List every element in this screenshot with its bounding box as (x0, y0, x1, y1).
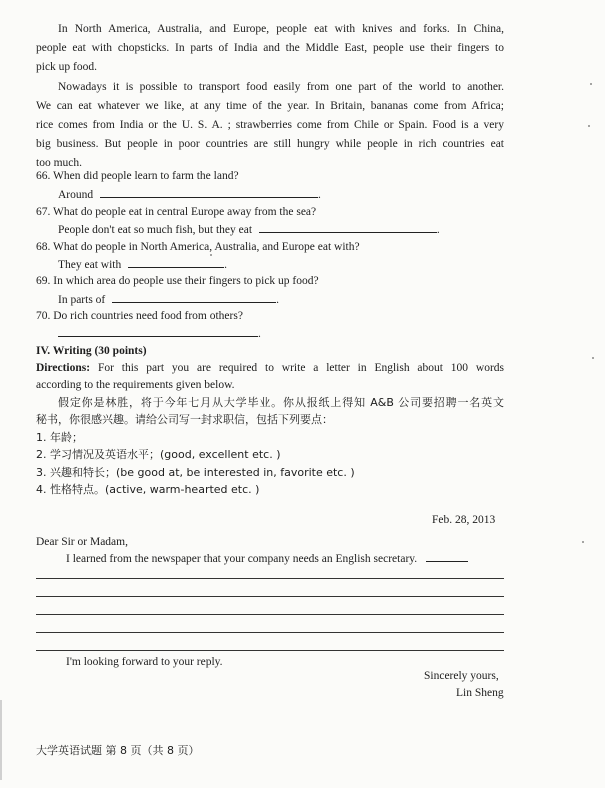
scan-speck (582, 541, 584, 543)
directions-label: Directions: (36, 362, 91, 374)
answer-line-70 (58, 326, 261, 341)
question-67: 67. What do people eat in central Europe away from the sea? (36, 206, 317, 218)
letter-signature-name: Lin Sheng (456, 687, 504, 699)
scan-speck (590, 83, 592, 85)
letter-signoff: Sincerely yours, (424, 670, 499, 682)
passage-line: pick up food. (36, 61, 98, 73)
answer-suffix: . (258, 328, 261, 340)
answer-suffix: . (224, 259, 227, 271)
scan-edge-shadow (0, 700, 2, 780)
answer-line-68 (58, 257, 227, 272)
scan-speck (592, 357, 594, 359)
passage-line: We can eat whatever we like, at any time of the year. In Britain, bananas come from Africa; (36, 100, 504, 112)
answer-prefix: They eat with (58, 259, 122, 271)
answer-blank-66[interactable] (100, 187, 318, 198)
passage-line: rice comes from India or the U. S. A. ; strawberries come from Chile or Spain. Food is a very (36, 119, 504, 131)
answer-line-66 (58, 187, 321, 202)
letter-writing-blank[interactable] (426, 551, 468, 562)
question-68: 68. What do people in North America, Australia, and Europe eat with? (36, 241, 360, 253)
answer-blank-67[interactable] (259, 222, 437, 233)
answer-suffix: . (276, 294, 280, 306)
directions-text: For this part you are required to write a letter in English about 100 words (97, 362, 504, 374)
passage-line: In North America, Australia, and Europe, people eat with knives and forks. In China, (58, 23, 504, 35)
question-69: 69. In which area do people use their fingers to pick up food? (36, 275, 319, 287)
letter-closing-line: I'm looking forward to your reply. (66, 656, 223, 668)
question-66: 66. When did people learn to farm the land? (36, 170, 239, 182)
passage-line: too much. (36, 157, 82, 169)
letter-date: Feb. 28, 2013 (432, 514, 496, 526)
letter-opening (66, 551, 468, 566)
answer-line-67 (58, 222, 440, 237)
question-70: 70. Do rich countries need food from others? (36, 310, 243, 322)
cn-instruction-line: 假定你是林胜，将于今年七月从大学毕业。你从报纸上得知 A&B 公司要招聘一名英文 (58, 396, 504, 409)
writing-point: 1. 年龄； (36, 431, 83, 444)
answer-line-69 (58, 292, 279, 307)
answer-blank-69[interactable] (112, 292, 276, 303)
passage-line: big business. But people in poor countries are still hungry while people in rich countries eat (36, 138, 504, 150)
answer-blank-70[interactable] (58, 326, 258, 337)
answer-suffix: . (436, 224, 440, 236)
writing-rule[interactable] (36, 596, 504, 597)
scan-speck (588, 125, 590, 127)
writing-rule[interactable] (36, 650, 504, 651)
answer-prefix: People don't eat so much fish, but they eat (58, 224, 253, 236)
letter-opening-text: I learned from the newspaper that your company needs an English secretary. (66, 553, 418, 565)
scan-speck (210, 254, 212, 256)
writing-heading: IV. Writing (30 points) (36, 345, 147, 357)
page-footer: 大学英语试题 第 8 页（共 8 页） (36, 744, 200, 757)
letter-salutation: Dear Sir or Madam, (36, 536, 128, 548)
cn-instruction-line: 秘书，你很感兴趣。请给公司写一封求职信，包括下列要点： (36, 413, 333, 426)
writing-point: 3. 兴趣和特长；(be good at, be interested in, favorite etc. ) (36, 466, 355, 479)
writing-rule[interactable] (36, 632, 504, 633)
directions-line-2: according to the requirements given below. (36, 379, 235, 391)
passage-line: Nowadays it is possible to transport food easily from one part of the world to another. (58, 81, 504, 93)
passage-line: people eat with chopsticks. In parts of India and the Middle East, people use their fingers to (36, 42, 504, 54)
directions-line (36, 361, 504, 375)
answer-prefix: In parts of (58, 294, 106, 306)
answer-suffix: . (318, 189, 321, 201)
answer-prefix: Around (58, 189, 94, 201)
writing-point: 4. 性格特点。(active, warm-hearted etc. ) (36, 483, 260, 496)
answer-blank-68[interactable] (128, 257, 224, 268)
writing-point: 2. 学习情况及英语水平；(good, excellent etc. ) (36, 448, 281, 461)
writing-rule[interactable] (36, 614, 504, 615)
writing-rule[interactable] (36, 578, 504, 579)
